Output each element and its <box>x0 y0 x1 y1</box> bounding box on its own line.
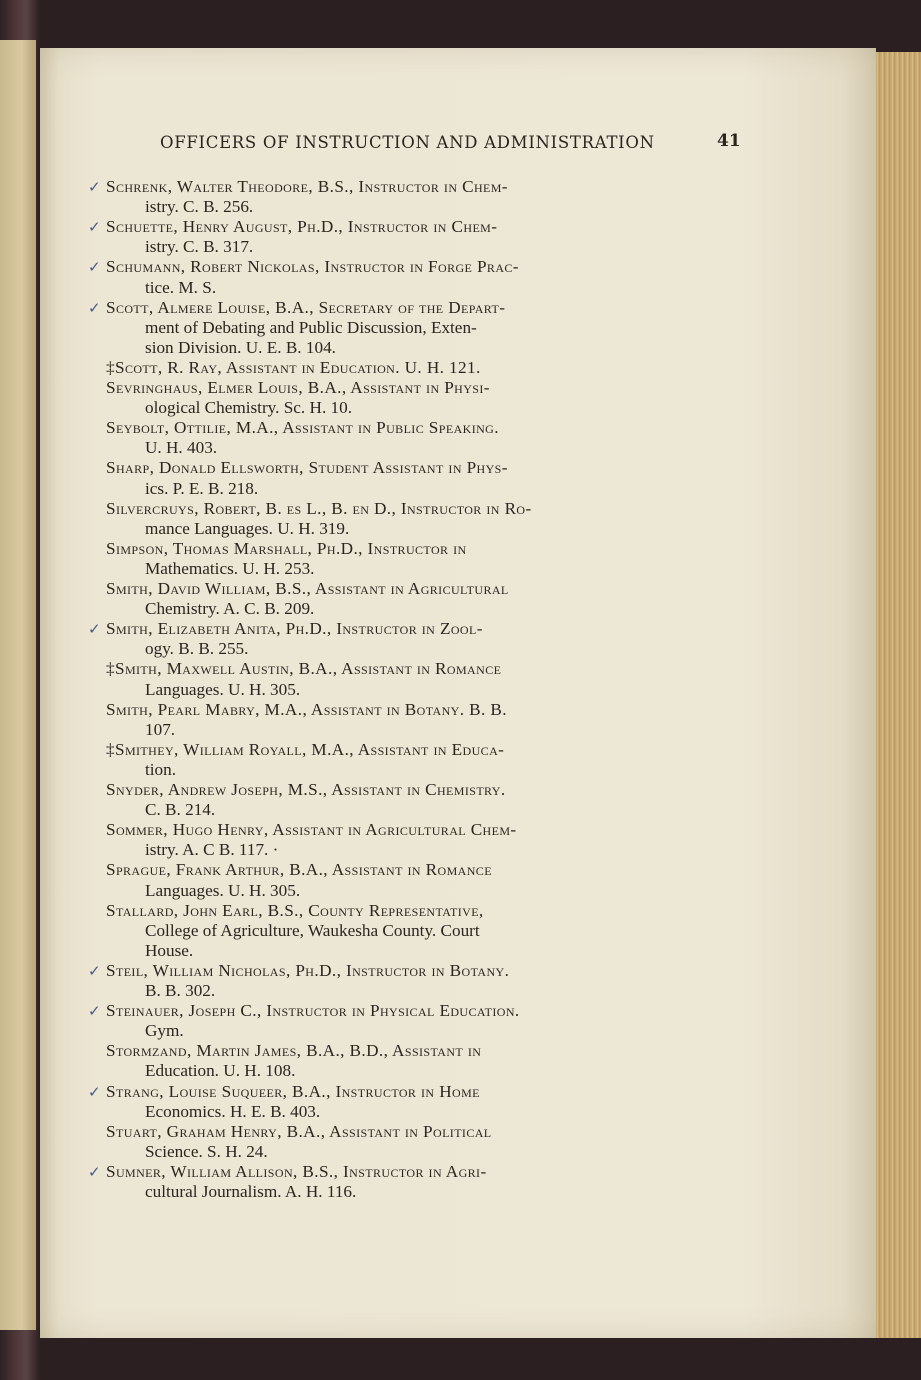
entry-name-line: Stallard, John Earl, B.S., County Representative, <box>106 900 484 920</box>
entry-continuation-line: Languages. U. H. 305. <box>145 880 301 900</box>
entry-name-line: Sommer, Hugo Henry, Assistant in Agricultural Chem- <box>106 820 517 840</box>
entry-name-line: Schumann, Robert Nickolas, Instructor in Forge Prac- <box>106 257 519 277</box>
entry-name-line: Strang, Louise Suqueer, B.A., Instructor in Home <box>106 1081 480 1101</box>
entry-name-line: Schuette, Henry August, Ph.D., Instructor in Chem- <box>106 217 498 237</box>
entry-name-line: ‡Smithey, William Royall, M.A., Assistant in Educa- <box>106 739 505 759</box>
pencil-check-mark: ✓ <box>88 178 101 196</box>
running-header: OFFICERS OF INSTRUCTION AND ADMINISTRATION <box>160 133 655 152</box>
entry-name-line: Sprague, Frank Arthur, B.A., Assistant in Romance <box>106 860 492 880</box>
entry-continuation-line: istry. C. B. 256. <box>145 197 254 217</box>
entry-continuation-line: sion Division. U. E. B. 104. <box>145 337 336 357</box>
entry-continuation-line: istry. C. B. 317. <box>145 237 254 257</box>
pencil-check-mark: ✓ <box>88 258 101 277</box>
page-number: 41 <box>717 131 741 151</box>
entry-name-line: Smith, Pearl Mabry, M.A., Assistant in Botany. B. B. <box>106 699 507 719</box>
entry-name-line: Simpson, Thomas Marshall, Ph.D., Instructor in <box>106 538 467 558</box>
entry-continuation-line: Economics. H. E. B. 403. <box>145 1101 321 1121</box>
entry-continuation-line: 107. <box>145 719 176 739</box>
entry-name-line: ‡Scott, R. Ray, Assistant in Education. U. H. 121. <box>106 357 481 377</box>
entry-continuation-line: Languages. U. H. 305. <box>145 679 301 699</box>
entry-continuation-line: ment of Debating and Public Discussion, Exten- <box>145 317 477 337</box>
entry-continuation-line: Gym. <box>145 1021 184 1041</box>
pencil-check-mark: ✓ <box>88 620 101 639</box>
entry-name-line: Sumner, William Allison, B.S., Instructor in Agri- <box>106 1161 487 1181</box>
entry-continuation-line: College of Agriculture, Waukesha County. Court <box>145 920 480 940</box>
entry-name-line: Snyder, Andrew Joseph, M.S., Assistant in Chemistry. <box>106 780 506 799</box>
entry-continuation-line: B. B. 302. <box>145 981 216 1000</box>
previous-page-edge <box>0 40 36 1330</box>
pencil-check-mark: ✓ <box>88 218 101 237</box>
pencil-check-mark: ✓ <box>88 1002 101 1021</box>
entry-continuation-line: Mathematics. U. H. 253. <box>145 558 315 578</box>
entry-continuation-line: tion. <box>145 759 177 779</box>
entry-name-line: Stormzand, Martin James, B.A., B.D., Assistant in <box>106 1041 482 1061</box>
page-block-edges <box>876 52 921 1338</box>
entry-continuation-line: istry. A. C B. 117. · <box>145 840 279 860</box>
entry-continuation-line: mance Languages. U. H. 319. <box>145 518 350 538</box>
entry-name-line: Smith, David William, B.S., Assistant in Agricultural <box>106 579 509 598</box>
entry-name-line: Scott, Almere Louise, B.A., Secretary of the Depart- <box>106 297 506 317</box>
entry-name-line: Sharp, Donald Ellsworth, Student Assistant in Phys- <box>106 458 508 478</box>
entry-name-line: Steil, William Nicholas, Ph.D., Instructor in Botany. <box>106 960 510 980</box>
entry-continuation-line: Science. S. H. 24. <box>145 1141 268 1161</box>
pencil-check-mark: ✓ <box>88 1082 101 1101</box>
entry-name-line: ‡Smith, Maxwell Austin, B.A., Assistant in Romance <box>106 659 502 679</box>
entry-continuation-line: C. B. 214. <box>145 800 216 820</box>
entry-name-line: Seybolt, Ottilie, M.A., Assistant in Public Speaking. <box>106 418 499 438</box>
entry-name-line: Smith, Elizabeth Anita, Ph.D., Instructor in Zool- <box>106 619 483 639</box>
entry-continuation-line: Education. U. H. 108. <box>145 1061 296 1081</box>
entry-name-line: Schrenk, Walter Theodore, B.S., Instructor in Chem- <box>106 177 508 196</box>
entry-continuation-line: tice. M. S. <box>145 277 217 297</box>
pencil-check-mark: ✓ <box>88 298 101 317</box>
entry-continuation-line: House. <box>145 940 194 960</box>
entry-continuation-line: ogy. B. B. 255. <box>145 639 249 659</box>
entry-continuation-line: ological Chemistry. Sc. H. 10. <box>145 398 353 418</box>
pencil-check-mark: ✓ <box>88 1162 101 1181</box>
entry-continuation-line: ics. P. E. B. 218. <box>145 478 259 498</box>
pencil-check-mark: ✓ <box>88 961 101 980</box>
entry-continuation-line: cultural Journalism. A. H. 116. <box>145 1182 357 1201</box>
entry-name-line: Sevringhaus, Elmer Louis, B.A., Assistant in Physi- <box>106 378 490 397</box>
entry-name-line: Stuart, Graham Henry, B.A., Assistant in Political <box>106 1121 492 1141</box>
entry-continuation-line: U. H. 403. <box>145 438 218 458</box>
entry-continuation-line: Chemistry. A. C. B. 209. <box>145 599 315 619</box>
entry-name-line: Silvercruys, Robert, B. es L., B. en D., Instructor in Ro- <box>106 498 532 518</box>
entry-name-line: Steinauer, Joseph C., Instructor in Physical Education. <box>106 1001 520 1021</box>
